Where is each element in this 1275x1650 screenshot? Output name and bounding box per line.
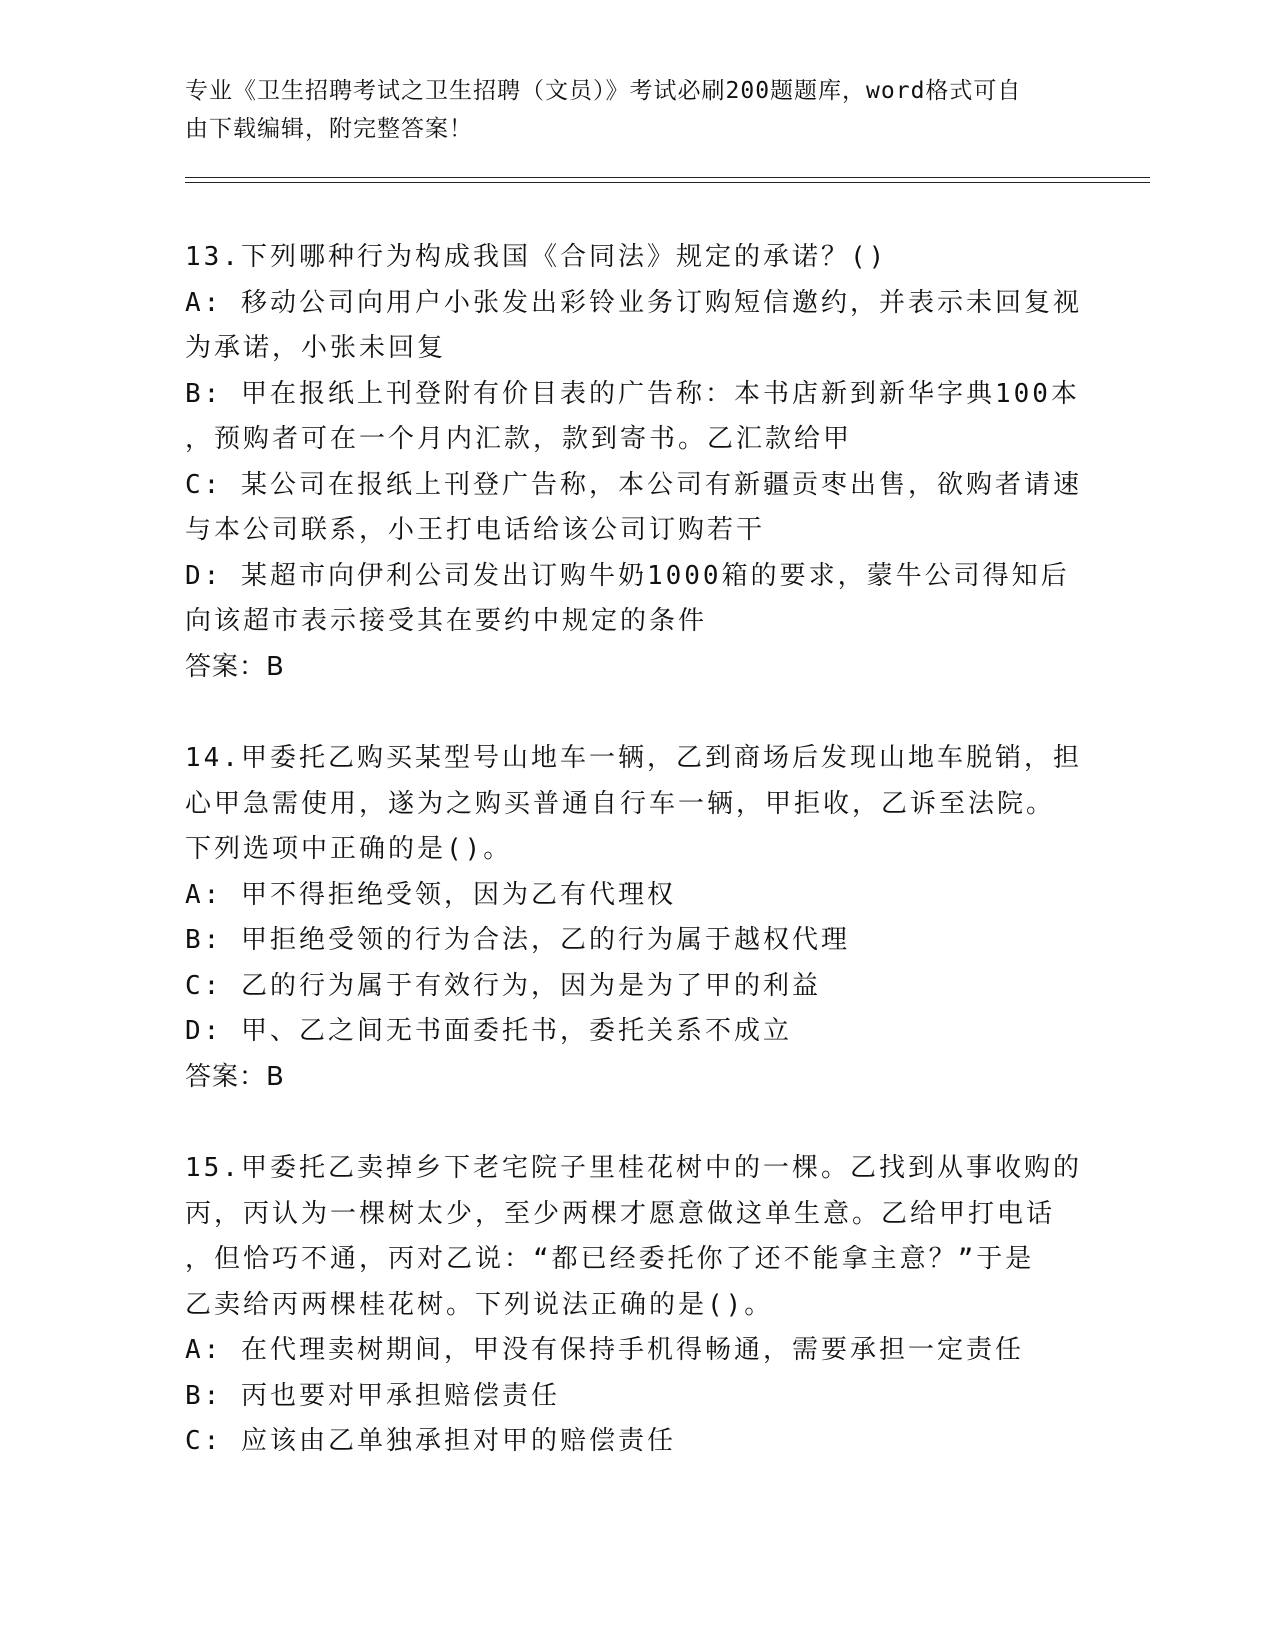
question-stem: ，但恰巧不通，丙对乙说：“都已经委托你了还不能拿主意？”于是 [185,1244,1035,1274]
option-c: C: 某公司在报纸上刊登广告称，本公司有新疆贡枣出售，欲购者请速 [185,469,1082,500]
question-list [185,235,1085,1465]
answer-label: 答案：B [185,1061,285,1092]
question-stem: 下列选项中正确的是()。 [185,834,513,864]
document-header [185,72,1085,148]
option-b: B: 甲拒绝受领的行为合法，乙的行为属于越权代理 [185,925,850,955]
header-line: 由下载编辑，附完整答案！ [185,116,473,142]
question-stem: 15.甲委托乙卖掉乡下老宅院子里桂花树中的一棵。乙找到从事收购的 [185,1153,1082,1183]
header-divider [185,182,1150,183]
answer-label: 答案：B [185,651,285,682]
option-c: C: 乙的行为属于有效行为，因为是为了甲的利益 [185,970,821,1001]
question-stem: 乙卖给丙两棵桂花树。下列说法正确的是()。 [185,1289,774,1320]
option-c: 与本公司联系，小王打电话给该公司订购若干 [185,515,766,545]
option-b: B: 甲在报纸上刊登附有价目表的广告称：本书店新到新华字典100本 [185,378,1080,409]
header-line: 专业《卫生招聘考试之卫生招聘（文员）》考试必刷200题题库，word格式可自 [185,78,1022,104]
option-a: A: 甲不得拒绝受领，因为乙有代理权 [185,879,676,910]
option-a: A: 在代理卖树期间，甲没有保持手机得畅通，需要承担一定责任 [185,1335,1024,1365]
option-d: D: 某超市向伊利公司发出订购牛奶1000箱的要求，蒙牛公司得知后 [185,560,1070,591]
option-d: 向该超市表示接受其在要约中规定的条件 [185,606,708,636]
question-15 [185,1146,1085,1465]
option-b: ，预购者可在一个月内汇款，款到寄书。乙汇款给甲 [185,424,853,454]
header-divider [185,177,1150,178]
question-stem: 心甲急需使用，遂为之购买普通自行车一辆，甲拒收，乙诉至法院。 [185,788,1056,819]
option-c: C: 应该由乙单独承担对甲的赔偿责任 [185,1426,676,1456]
option-a: A: 移动公司向用户小张发出彩铃业务订购短信邀约，并表示未回复视 [185,287,1082,318]
option-b: B: 丙也要对甲承担赔偿责任 [185,1380,560,1411]
option-a: 为承诺，小张未回复 [185,333,447,363]
question-stem: 13.下列哪种行为构成我国《合同法》规定的承诺？() [185,242,888,272]
question-13 [185,235,1085,690]
question-stem: 丙，丙认为一棵树太少，至少两棵才愿意做这单生意。乙给甲打电话 [185,1198,1056,1229]
option-d: D: 甲、乙之间无书面委托书，委托关系不成立 [185,1016,792,1046]
question-stem: 14.甲委托乙购买某型号山地车一辆，乙到商场后发现山地车脱销，担 [185,743,1082,773]
question-14 [185,736,1085,1100]
